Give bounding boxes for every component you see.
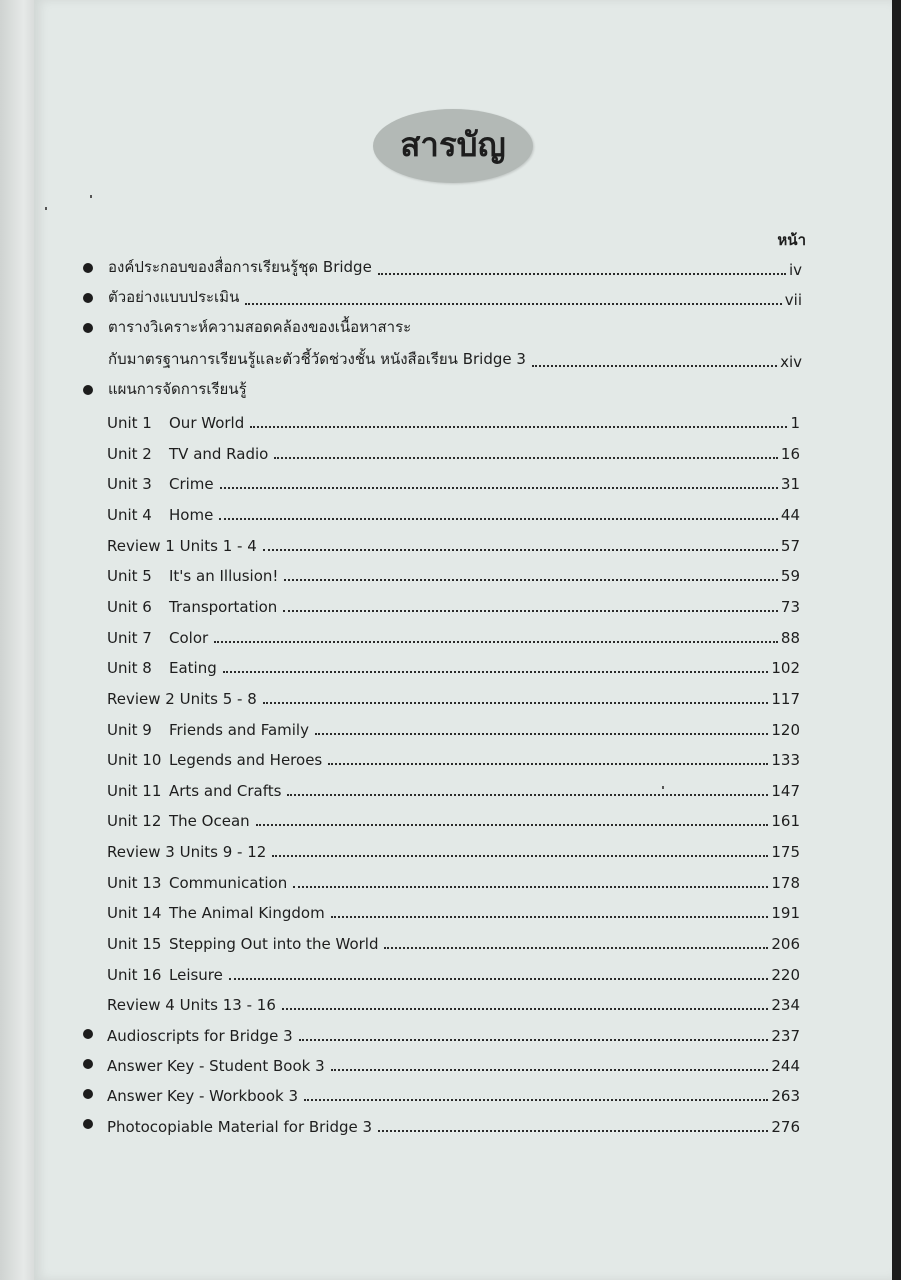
unit-label [107,751,322,769]
unit-label [107,996,276,1014]
leader-dots [223,670,769,673]
leader-dots [384,946,768,949]
toc-entry-page: iv [788,261,802,279]
bullet-icon [83,1029,93,1039]
unit-label [107,843,266,861]
unit-id: Unit 16 [107,966,162,984]
unit-id: Unit 14 [107,904,162,922]
unit-page: 57 [780,537,800,555]
toc-entry-page: 276 [771,1118,800,1136]
leader-dots [229,977,768,980]
unit-id: Unit 1 [107,414,152,432]
leader-dots [532,364,777,367]
unit-id: Review 2 [107,690,175,708]
unit-page: 88 [780,629,800,647]
unit-label [107,721,309,739]
unit-label [107,414,244,432]
page-column-header: หน้า [777,231,806,249]
unit-row [107,870,800,892]
bullet-icon [83,263,93,273]
unit-label [107,904,325,922]
toc-entry-label: Answer Key - Workbook 3 [107,1087,299,1105]
unit-label [107,537,257,555]
bullet-icon [83,1119,93,1129]
toc-entry-continued [108,349,802,371]
toc-entry-label: ตารางวิเคราะห์ความสอดคล้องของเนื้อหาสาระ [108,318,412,336]
toc-entry-page: xiv [780,353,802,371]
unit-page: 120 [771,721,800,739]
unit-page: 133 [771,751,800,769]
unit-id: Unit 2 [107,445,152,463]
leader-dots [287,793,768,796]
unit-row [107,747,800,769]
unit-name: Arts and Crafts [169,782,282,800]
unit-label [107,966,223,984]
unit-name: Our World [169,414,245,432]
unit-row [107,900,800,922]
unit-id: Unit 15 [107,935,162,953]
toc-entry-label-line2: กับมาตรฐานการเรียนรู้และตัวชี้วัดช่วงชั้น หนังสือเรียน Bridge 3 [108,350,526,368]
unit-label [107,874,287,892]
unit-name: Legends and Heroes [169,751,323,769]
unit-label [107,782,281,800]
unit-row [107,931,800,953]
unit-id: Unit 6 [107,598,152,616]
bullet-icon [83,1089,93,1099]
leader-dots [328,762,768,765]
unit-label [107,506,213,524]
scan-speck [90,195,92,198]
unit-name: Units 1 - 4 [179,537,257,555]
unit-row [107,441,800,463]
unit-page: 147 [771,782,800,800]
leader-dots [245,302,781,305]
unit-page: 1 [790,414,800,432]
page-title: สารบัญ [400,124,506,164]
unit-page: 44 [780,506,800,524]
unit-label [107,567,278,585]
unit-name: Color [169,629,209,647]
leader-dots [378,1129,768,1132]
leader-dots [272,854,768,857]
leader-dots [263,548,778,551]
unit-name: Crime [169,475,214,493]
unit-id: Unit 3 [107,475,152,493]
unit-id: Unit 11 [107,782,162,800]
leader-dots [214,640,778,643]
bullet-icon [83,323,93,333]
leader-dots [263,701,769,704]
unit-id: Unit 7 [107,629,152,647]
toc-entry-label: องค์ประกอบของสื่อการเรียนรู้ชุด Bridge [108,258,372,276]
unit-row [107,808,800,830]
unit-row [107,962,800,984]
toc-entry-label: แผนการจัดการเรียนรู้ [108,380,247,398]
unit-page: 16 [780,445,800,463]
leader-dots [299,1038,769,1041]
unit-id: Review 1 [107,537,175,555]
unit-row [107,717,800,739]
review-row [107,686,800,708]
unit-label [107,475,214,493]
bullet-icon [83,385,93,395]
scan-border [892,0,901,1280]
leader-dots [256,823,769,826]
unit-name: Stepping Out into the World [169,935,379,953]
leader-dots [283,609,778,612]
toc-entry-page: 263 [771,1087,800,1105]
unit-page: 117 [771,690,800,708]
leader-dots [220,486,778,489]
unit-id: Review 3 [107,843,175,861]
unit-row [107,471,800,493]
leader-dots [219,517,778,520]
unit-page: 220 [771,966,800,984]
leader-dots [378,272,786,275]
leader-dots [274,456,778,459]
unit-page: 31 [780,475,800,493]
unit-label [107,598,277,616]
title-badge [373,109,533,183]
unit-id: Review 4 [107,996,175,1014]
review-row [107,533,800,555]
unit-label [107,690,257,708]
leader-dots [250,425,787,428]
bullet-icon [83,1059,93,1069]
bullet-icon [83,293,93,303]
toc-entry [107,1114,800,1136]
unit-page: 175 [771,843,800,861]
unit-page: 161 [771,812,800,830]
unit-id: Unit 9 [107,721,152,739]
unit-label [107,445,268,463]
unit-row [107,410,800,432]
unit-page: 191 [771,904,800,922]
unit-name: Leisure [169,966,223,984]
unit-row [107,594,800,616]
leader-dots [282,1007,768,1010]
scan-speck [45,207,47,210]
unit-label [107,812,250,830]
unit-page: 206 [771,935,800,953]
toc-entry-page: vii [784,291,802,309]
scan-speck [662,786,664,789]
unit-id: Unit 4 [107,506,152,524]
toc-entry [108,257,802,279]
unit-label [107,935,378,953]
unit-name: Units 5 - 8 [179,690,257,708]
unit-name: Units 13 - 16 [179,996,276,1014]
unit-id: Unit 12 [107,812,162,830]
unit-name: Friends and Family [169,721,309,739]
unit-row [107,502,800,524]
review-row [107,992,800,1014]
unit-row [107,655,800,677]
unit-id: Unit 13 [107,874,162,892]
unit-id: Unit 10 [107,751,162,769]
unit-name: It's an Illusion! [169,567,279,585]
leader-dots [331,1068,769,1071]
toc-section-heading [108,379,802,401]
unit-label [107,629,208,647]
toc-entry [107,1083,800,1105]
unit-page: 73 [780,598,800,616]
unit-name: Home [169,506,214,524]
unit-page: 234 [771,996,800,1014]
unit-page: 178 [771,874,800,892]
unit-id: Unit 5 [107,567,152,585]
unit-name: The Ocean [169,812,250,830]
unit-page: 102 [771,659,800,677]
toc-entry-label: ตัวอย่างแบบประเมิน [108,288,240,306]
leader-dots [293,885,768,888]
toc-entry [108,287,802,309]
unit-row [107,563,800,585]
toc-entry [107,1053,800,1075]
unit-name: Communication [169,874,288,892]
leader-dots [304,1098,768,1101]
toc-entry [107,1023,800,1045]
leader-dots [315,732,768,735]
unit-name: The Animal Kingdom [169,904,325,922]
unit-row [107,778,800,800]
review-row [107,839,800,861]
unit-page: 59 [780,567,800,585]
unit-name: TV and Radio [169,445,269,463]
book-gutter [0,0,34,1280]
unit-name: Units 9 - 12 [179,843,267,861]
unit-label [107,659,217,677]
toc-entry-label: Audioscripts for Bridge 3 [107,1027,293,1045]
toc-entry [108,317,802,339]
toc-entry-page: 237 [771,1027,800,1045]
unit-id: Unit 8 [107,659,152,677]
toc-entry-page: 244 [771,1057,800,1075]
unit-row [107,625,800,647]
toc-entry-label: Answer Key - Student Book 3 [107,1057,325,1075]
leader-dots [331,915,769,918]
unit-name: Eating [169,659,217,677]
toc-entry-label: Photocopiable Material for Bridge 3 [107,1118,373,1136]
leader-dots [284,578,777,581]
unit-name: Transportation [169,598,278,616]
